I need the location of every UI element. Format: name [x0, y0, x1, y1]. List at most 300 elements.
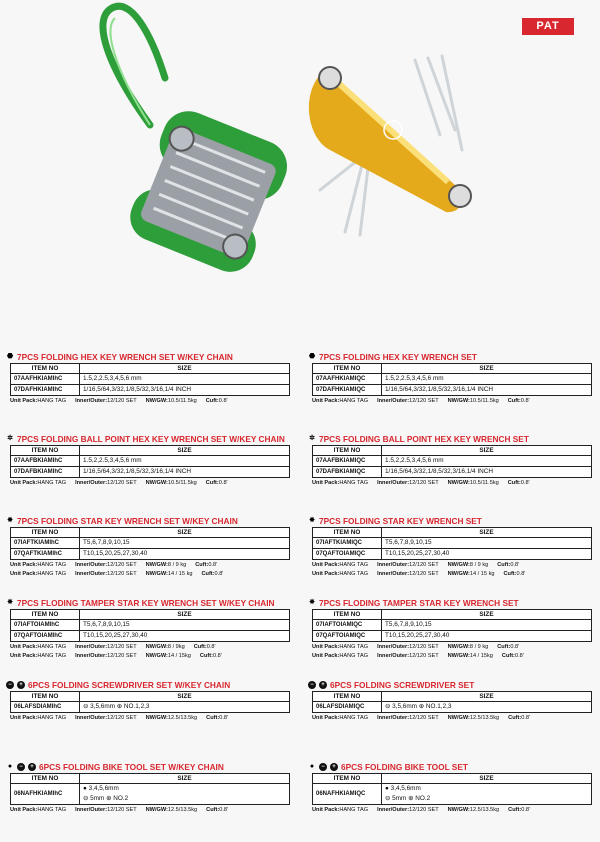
unit-field — [502, 653, 524, 659]
table-row — [11, 385, 290, 396]
unit-label: Cuft: — [507, 398, 521, 404]
spec-table — [312, 609, 592, 642]
size-cell — [80, 549, 290, 560]
unit-field — [312, 644, 368, 650]
unit-value: 12.5/13.5kg — [167, 715, 198, 721]
item-code: 07IAFTKIAMIQC — [313, 538, 382, 549]
product-title-text: 7PCS FLODING TAMPER STAR KEY WRENCH SET W/KEY CHAIN — [17, 597, 275, 608]
unit-field — [146, 644, 185, 650]
unit-value: 0.8' — [516, 571, 526, 577]
phillips-bullet-icon: + — [330, 763, 338, 771]
unit-value: 10.5/11.5kg — [167, 480, 197, 486]
size-value: 1/16,5/64,3/32,1/8,5/32,3/16,1/4 INCH — [83, 468, 192, 475]
unit-value: 12/120 SET — [107, 644, 137, 650]
item-code: 07AAFHKIAMIhC — [11, 374, 80, 385]
unit-label: Inner/Outer: — [75, 398, 108, 404]
unit-value: 12/120 SET — [409, 807, 439, 813]
unit-value: HANG TAG — [37, 571, 67, 577]
size-cell — [382, 467, 592, 478]
unit-field — [75, 807, 137, 813]
unit-field — [312, 653, 368, 659]
unit-label: Unit Pack: — [312, 571, 340, 577]
unit-field — [10, 807, 66, 813]
size-header: SIZE — [382, 774, 592, 784]
table-row — [313, 631, 592, 642]
unit-value: 12/120 SET — [409, 480, 439, 486]
unit-field — [10, 653, 66, 659]
size-cell — [382, 385, 592, 396]
product-block — [308, 678, 598, 760]
unit-value: HANG TAG — [37, 653, 67, 659]
table-row — [11, 620, 290, 631]
hex-bullet-icon: ● — [309, 762, 315, 770]
unit-value: 8 / 9 kg — [469, 644, 489, 650]
table-row — [11, 538, 290, 549]
star-bullet-icon: ✸ — [7, 516, 13, 524]
size-value-2: ⊖ 5mm ⊕ NO.2 — [385, 795, 431, 802]
item-no-header: ITEM NO — [11, 528, 80, 538]
unit-field — [146, 480, 197, 486]
table-header-row — [313, 528, 592, 538]
unit-field — [194, 644, 216, 650]
item-no-header: ITEM NO — [313, 610, 382, 620]
unit-label: Inner/Outer: — [377, 653, 410, 659]
unit-field — [312, 715, 368, 721]
unit-value: 8 / 9kg — [167, 644, 185, 650]
product-block — [6, 514, 296, 596]
unit-pack-line — [10, 644, 296, 651]
unit-value: 0.8' — [520, 398, 530, 404]
unit-label: Cuft: — [205, 398, 219, 404]
unit-label: Inner/Outer: — [377, 715, 410, 721]
size-value: 1.5,2,2.5,3,4,5,6 mm — [83, 375, 142, 382]
product-block — [308, 514, 598, 596]
size-header: SIZE — [80, 774, 290, 784]
unit-field — [312, 562, 368, 568]
size-cell — [382, 549, 592, 560]
spec-table — [312, 527, 592, 560]
unit-value: HANG TAG — [339, 571, 369, 577]
unit-field — [508, 398, 530, 404]
table-row — [313, 549, 592, 560]
item-code: 07AAFBKIAMIhC — [11, 456, 80, 467]
unit-label: NW/GW: — [145, 715, 168, 721]
product-title-text: 7PCS FOLDING HEX KEY WRENCH SET W/KEY CHAIN — [17, 351, 233, 362]
unit-value: 12/120 SET — [409, 571, 439, 577]
item-code: 07QAFTOIAMIhC — [11, 631, 80, 642]
unit-value: HANG TAG — [37, 562, 67, 568]
unit-pack-line — [10, 807, 296, 814]
unit-pack-line — [312, 653, 598, 660]
unit-value: 0.8' — [521, 715, 531, 721]
unit-field — [10, 644, 66, 650]
unit-field — [195, 562, 217, 568]
unit-field — [377, 644, 439, 650]
item-code: 07DAFBKIAMIQC — [313, 467, 382, 478]
size-value: T10,15,20,25,27,30,40 — [385, 632, 450, 639]
table-row — [11, 784, 290, 805]
unit-label: NW/GW: — [145, 807, 168, 813]
unit-label: Cuft: — [501, 653, 515, 659]
product-title — [6, 350, 296, 363]
product-title — [6, 514, 296, 527]
unit-label: NW/GW: — [145, 571, 168, 577]
size-header: SIZE — [382, 364, 592, 374]
green-carabiner — [103, 6, 165, 125]
product-title-text: 7PCS FOLDING STAR KEY WRENCH SET — [319, 515, 482, 526]
unit-value: 12/120 SET — [107, 653, 137, 659]
unit-label: Unit Pack: — [312, 480, 340, 486]
size-cell — [382, 374, 592, 385]
item-code: 07AAFHKIAMIQC — [313, 374, 382, 385]
item-no-header: ITEM NO — [313, 528, 382, 538]
product-block — [308, 596, 598, 678]
unit-label: Unit Pack: — [312, 715, 340, 721]
table-header-row — [313, 692, 592, 702]
table-row — [313, 456, 592, 467]
unit-label: NW/GW: — [145, 480, 168, 486]
unit-field — [377, 398, 439, 404]
table-header-row — [313, 446, 592, 456]
size-cell — [382, 620, 592, 631]
unit-field — [75, 398, 137, 404]
unit-value: HANG TAG — [37, 644, 67, 650]
unit-pack-line — [312, 807, 598, 814]
table-row — [11, 456, 290, 467]
unit-field — [377, 807, 439, 813]
unit-label: NW/GW: — [145, 653, 168, 659]
unit-field — [448, 398, 499, 404]
table-header-row — [11, 610, 290, 620]
unit-pack-line — [10, 562, 296, 569]
unit-value: 0.8' — [521, 807, 531, 813]
unit-value: HANG TAG — [339, 807, 369, 813]
size-header: SIZE — [382, 610, 592, 620]
unit-label: NW/GW: — [447, 807, 470, 813]
product-block — [6, 678, 296, 760]
ball-point-bullet-icon: ✲ — [7, 434, 13, 442]
unit-field — [508, 480, 530, 486]
unit-label: Inner/Outer: — [377, 398, 410, 404]
unit-pack-line — [312, 644, 598, 651]
unit-label: Unit Pack: — [312, 653, 340, 659]
unit-pack-line — [10, 715, 296, 722]
phillips-bullet-icon: + — [17, 681, 25, 689]
unit-field — [377, 715, 439, 721]
size-header: SIZE — [382, 692, 592, 702]
size-header: SIZE — [382, 446, 592, 456]
product-photo — [0, 0, 600, 340]
unit-value: 0.8' — [218, 480, 228, 486]
unit-label: Cuft: — [206, 807, 220, 813]
unit-field — [75, 715, 137, 721]
unit-label: Unit Pack: — [10, 644, 38, 650]
unit-pack-line — [10, 398, 296, 405]
unit-value: 10.5/11.5kg — [167, 398, 197, 404]
unit-value: 0.8' — [510, 562, 520, 568]
unit-label: Inner/Outer: — [75, 644, 108, 650]
unit-field — [312, 398, 368, 404]
product-title-text: 6PCS FOLDING BIKE TOOL SET — [341, 761, 468, 772]
product-block — [308, 432, 598, 514]
ball-point-bullet-icon: ✲ — [309, 434, 315, 442]
unit-field — [312, 480, 368, 486]
item-code: 07DAFBKIAMIhC — [11, 467, 80, 478]
size-cell — [382, 538, 592, 549]
item-code: 07IAFTKIAMIhC — [11, 538, 80, 549]
spec-table — [312, 691, 592, 713]
unit-value: 8 / 9 kg — [167, 562, 187, 568]
unit-field — [497, 562, 519, 568]
hex-bullet-icon: ⬣ — [6, 352, 14, 360]
unit-value: 12/120 SET — [409, 398, 439, 404]
unit-label: Cuft: — [497, 562, 511, 568]
unit-label: Unit Pack: — [10, 562, 38, 568]
unit-label: Inner/Outer: — [377, 571, 410, 577]
size-cell — [80, 385, 290, 396]
table-row — [313, 620, 592, 631]
unit-value: 12/120 SET — [409, 653, 439, 659]
unit-label: NW/GW: — [447, 398, 470, 404]
unit-value: 0.8' — [219, 807, 229, 813]
size-cell — [80, 538, 290, 549]
item-code: 07DAFHKIAMIQC — [313, 385, 382, 396]
item-no-header: ITEM NO — [313, 692, 382, 702]
unit-value: 12/120 SET — [107, 480, 137, 486]
star-bullet-icon: ✸ — [309, 516, 315, 524]
unit-field — [448, 562, 489, 568]
spec-table — [10, 691, 290, 713]
unit-value: 0.8' — [510, 644, 520, 650]
size-header: SIZE — [80, 692, 290, 702]
product-title — [6, 432, 296, 445]
unit-value: 0.8' — [219, 715, 229, 721]
unit-label: Unit Pack: — [312, 807, 340, 813]
size-cell — [80, 784, 290, 805]
table-header-row — [11, 692, 290, 702]
unit-value: 14 / 15 kg — [469, 571, 495, 577]
size-value: ● 3,4,5,6mm — [83, 785, 119, 792]
unit-field — [448, 480, 499, 486]
item-code: 07QAFTOIAMIQC — [313, 549, 382, 560]
unit-field — [206, 715, 228, 721]
slotted-bullet-icon: − — [17, 763, 25, 771]
unit-value: HANG TAG — [37, 398, 67, 404]
unit-field — [10, 571, 66, 577]
unit-label: Cuft: — [195, 562, 209, 568]
size-cell — [80, 702, 290, 713]
unit-field — [10, 398, 66, 404]
unit-value: HANG TAG — [37, 715, 67, 721]
product-title-text: 7PCS FOLDING HEX KEY WRENCH SET — [319, 351, 477, 362]
size-header: SIZE — [382, 528, 592, 538]
spec-table — [10, 363, 290, 396]
unit-value: 12/120 SET — [409, 644, 439, 650]
unit-value: HANG TAG — [339, 653, 369, 659]
size-value: 1.5,2,2.5,3,4,5,6 mm — [385, 375, 444, 382]
table-header-row — [313, 774, 592, 784]
unit-label: Unit Pack: — [10, 715, 38, 721]
item-no-header: ITEM NO — [313, 774, 382, 784]
unit-field — [508, 715, 530, 721]
slotted-bullet-icon: − — [308, 681, 316, 689]
item-no-header: ITEM NO — [11, 774, 80, 784]
tamper-star-bullet-icon: ✵ — [7, 598, 13, 606]
table-row — [11, 549, 290, 560]
product-title-text: 6PCS FOLDING BIKE TOOL SET W/KEY CHAIN — [39, 761, 224, 772]
size-header: SIZE — [80, 610, 290, 620]
unit-value: HANG TAG — [339, 562, 369, 568]
slotted-bullet-icon: − — [319, 763, 327, 771]
unit-label: Inner/Outer: — [377, 644, 410, 650]
unit-pack-line — [10, 653, 296, 660]
size-cell — [382, 784, 592, 805]
unit-value: 12/120 SET — [107, 398, 137, 404]
unit-field — [75, 653, 137, 659]
size-header: SIZE — [80, 446, 290, 456]
unit-label: Unit Pack: — [10, 807, 38, 813]
unit-label: NW/GW: — [447, 562, 470, 568]
unit-label: Cuft: — [201, 571, 215, 577]
unit-field — [146, 807, 198, 813]
size-cell — [80, 631, 290, 642]
unit-field — [448, 715, 500, 721]
size-value: 1/16,5/64,3/32,1/8,5/32,3/16,1/4 INCH — [385, 468, 494, 475]
size-value: 1.5,2,2.5,3,4,5,6 mm — [385, 457, 444, 464]
unit-pack-line — [312, 571, 598, 578]
size-value: 1/16,5/64,3/32,1/8,5/32,3/16,1/4 INCH — [83, 386, 192, 393]
size-cell — [382, 631, 592, 642]
size-value: T5,6,7,8,9,10,15 — [385, 539, 432, 546]
unit-pack-line — [312, 480, 598, 487]
unit-field — [503, 571, 525, 577]
unit-label: Unit Pack: — [10, 653, 38, 659]
item-no-header: ITEM NO — [11, 364, 80, 374]
item-code: 07AAFBKIAMIQC — [313, 456, 382, 467]
unit-field — [10, 562, 66, 568]
table-row — [11, 374, 290, 385]
unit-field — [146, 653, 191, 659]
product-title — [308, 678, 598, 691]
size-cell — [80, 456, 290, 467]
unit-label: NW/GW: — [447, 653, 470, 659]
product-title — [308, 514, 598, 527]
unit-field — [206, 480, 228, 486]
unit-value: 12/120 SET — [107, 571, 137, 577]
unit-value: HANG TAG — [339, 715, 369, 721]
unit-label: Cuft: — [508, 807, 522, 813]
unit-field — [201, 571, 223, 577]
table-header-row — [11, 774, 290, 784]
item-no-header: ITEM NO — [11, 446, 80, 456]
size-value: 1/16,5/64,3/32,1/8,5/32,3/16,1/4 INCH — [385, 386, 494, 393]
item-code: 07QAFTOIAMIQC — [313, 631, 382, 642]
gold-star-key-tool — [309, 56, 471, 235]
unit-label: NW/GW: — [145, 398, 168, 404]
size-value: 1.5,2,2.5,3,4,5,6 mm — [83, 457, 142, 464]
table-header-row — [313, 610, 592, 620]
size-value: T10,15,20,25,27,30,40 — [385, 550, 450, 557]
unit-field — [146, 715, 198, 721]
unit-label: Cuft: — [508, 715, 522, 721]
unit-label: NW/GW: — [447, 715, 470, 721]
unit-value: 0.8' — [206, 644, 216, 650]
unit-label: Inner/Outer: — [377, 562, 410, 568]
unit-value: HANG TAG — [37, 807, 67, 813]
spec-table — [312, 363, 592, 396]
unit-label: Unit Pack: — [10, 571, 38, 577]
item-no-header: ITEM NO — [11, 610, 80, 620]
size-value: T10,15,20,25,27,30,40 — [83, 550, 148, 557]
unit-label: Cuft: — [497, 644, 511, 650]
table-row — [313, 385, 592, 396]
spec-table — [312, 445, 592, 478]
pat-badge: PAT — [522, 18, 574, 35]
item-code: 06NAFHKIAMIQC — [313, 784, 382, 805]
product-title — [308, 432, 598, 445]
slotted-bullet-icon: − — [6, 681, 14, 689]
product-title — [6, 760, 296, 773]
spec-table — [10, 445, 290, 478]
unit-label: Unit Pack: — [312, 562, 340, 568]
item-code: 07QAFTKIAMIhC — [11, 549, 80, 560]
item-code: 07DAFHKIAMIhC — [11, 385, 80, 396]
product-title-text: 7PCS FOLDING BALL POINT HEX KEY WRENCH SET W/KEY CHAIN — [17, 433, 285, 444]
unit-label: Inner/Outer: — [377, 480, 410, 486]
product-block — [6, 432, 296, 514]
unit-label: Inner/Outer: — [75, 807, 108, 813]
product-title — [308, 596, 598, 609]
unit-value: HANG TAG — [37, 480, 67, 486]
unit-field — [508, 807, 530, 813]
size-header: SIZE — [80, 528, 290, 538]
size-value: ⊖ 3,5,6mm ⊕ NO.1,2,3 — [83, 703, 150, 710]
unit-label: Cuft: — [199, 653, 213, 659]
unit-value: 12.5/13.5kg — [469, 715, 500, 721]
unit-pack-line — [10, 480, 296, 487]
unit-value: 12/120 SET — [107, 562, 137, 568]
unit-field — [448, 653, 493, 659]
unit-pack-line — [10, 571, 296, 578]
size-cell — [80, 620, 290, 631]
unit-label: Inner/Outer: — [75, 562, 108, 568]
left-column — [6, 350, 296, 842]
unit-value: 0.8' — [208, 562, 218, 568]
product-block — [308, 350, 598, 432]
size-cell — [382, 702, 592, 713]
unit-label: NW/GW: — [447, 644, 470, 650]
unit-label: Inner/Outer: — [75, 715, 108, 721]
unit-value: HANG TAG — [339, 480, 369, 486]
item-no-header: ITEM NO — [313, 446, 382, 456]
unit-value: 0.8' — [212, 653, 222, 659]
size-value: ● 3,4,5,6mm — [385, 785, 421, 792]
unit-pack-line — [312, 715, 598, 722]
unit-label: Unit Pack: — [312, 644, 340, 650]
hex-bullet-icon: ● — [7, 762, 13, 770]
unit-label: NW/GW: — [145, 644, 168, 650]
table-row — [11, 467, 290, 478]
size-cell — [80, 467, 290, 478]
unit-value: 12/120 SET — [107, 807, 137, 813]
unit-pack-line — [312, 398, 598, 405]
unit-value: 0.8' — [214, 571, 224, 577]
product-block — [6, 760, 296, 842]
table-row — [313, 702, 592, 713]
unit-value: 12/120 SET — [409, 715, 439, 721]
unit-field — [377, 480, 439, 486]
spec-table — [10, 773, 290, 805]
